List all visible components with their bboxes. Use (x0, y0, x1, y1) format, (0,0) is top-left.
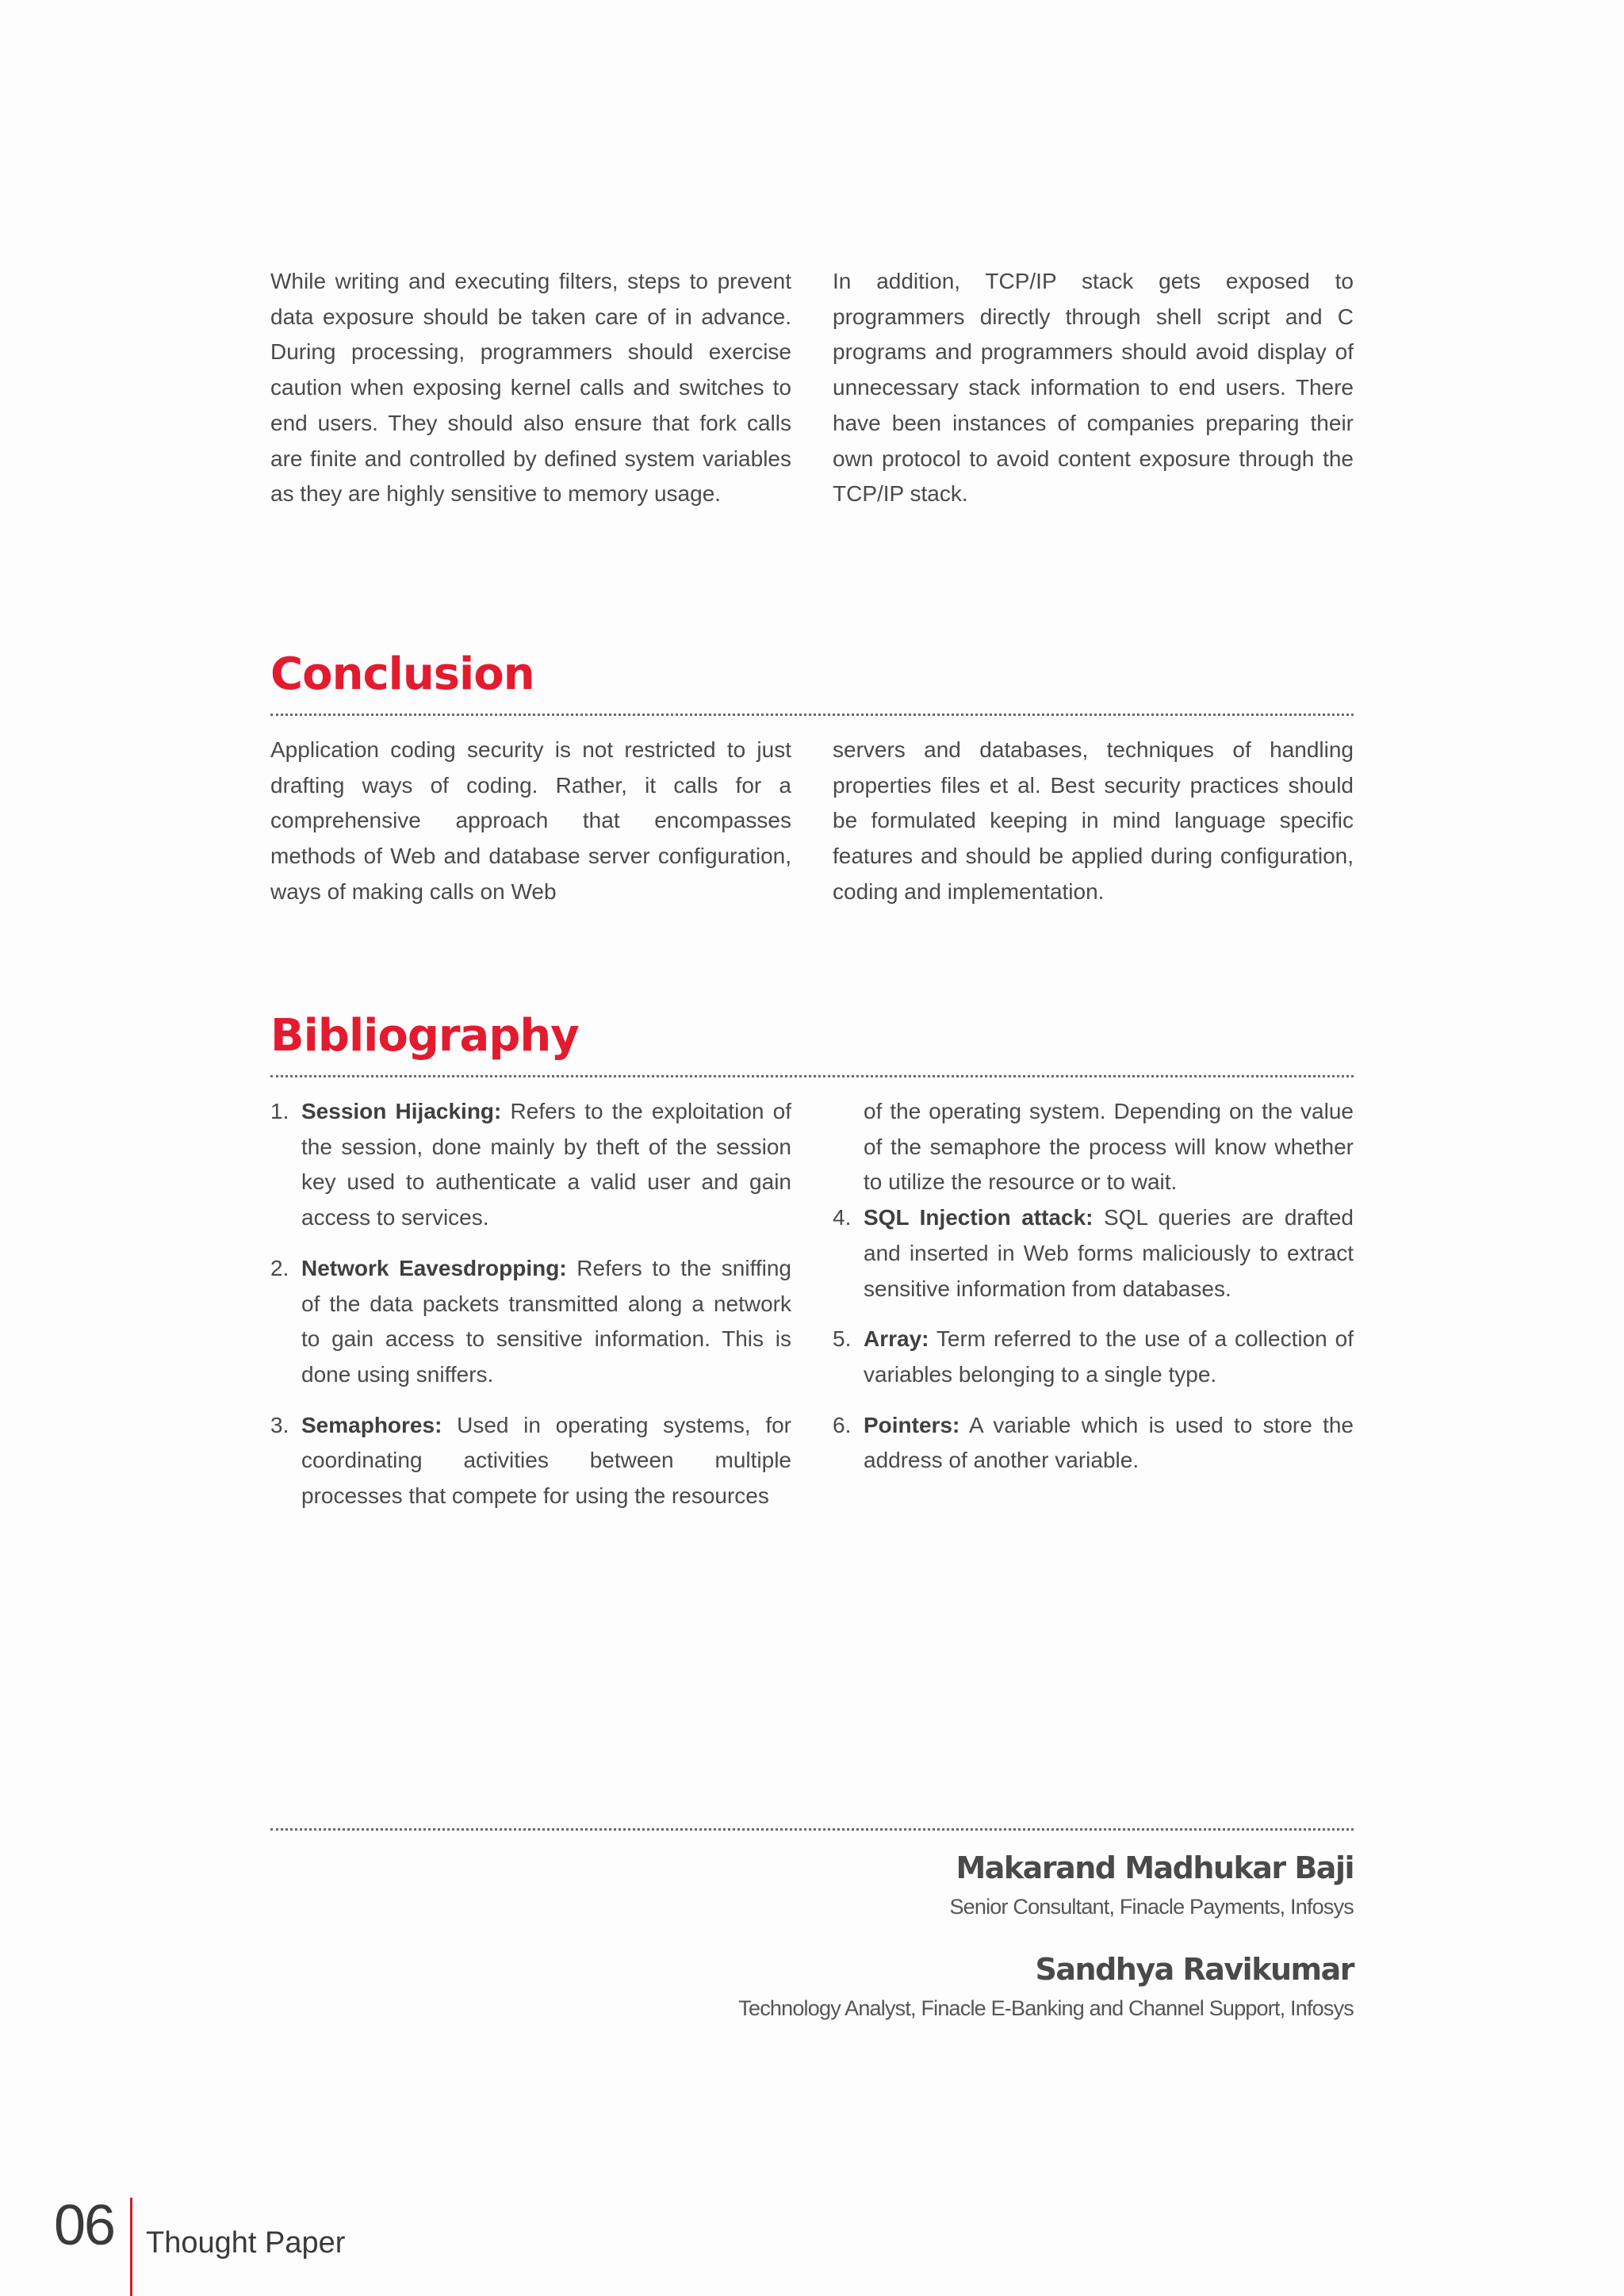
bibliography-item (833, 1408, 1354, 1479)
bibliography-item-text: Refers to the sniffing of the data packets transmitted along a network to gain access to sensitive information. This is done using sniffers. (301, 1255, 791, 1387)
bibliography-item-number: 2. (270, 1255, 289, 1280)
bibliography-item-term: Array: (864, 1326, 929, 1352)
bibliography-item-3-continued: of the operating system. Depending on the value of the semaphore the process will know whether to utilize the resource or to wait. (864, 1099, 1354, 1195)
bibliography-divider (270, 1075, 1354, 1077)
conclusion-right-paragraph: servers and databases, techniques of handling properties files et al. Best security practices should be formulated keeping in mind language specific features and should be applied during configuration, coding and implementation. (833, 737, 1354, 904)
bibliography-item-term: SQL Injection attack: (864, 1205, 1094, 1230)
bibliography-item-text: Used in operating systems, for coordinating activities between multiple processes that compete for using the resources (301, 1412, 791, 1509)
conclusion-right-column (833, 733, 1354, 910)
bibliography-list-right (833, 1200, 1354, 1479)
bibliography-list-left (270, 1094, 791, 1514)
author-role: Senior Consultant, Finacle Payments, Infosys (949, 1895, 1354, 1919)
author-name: Makarand Madhukar Baji (956, 1850, 1354, 1885)
author-name: Sandhya Ravikumar (1035, 1952, 1354, 1987)
bibliography-item-term: Network Eavesdropping: (301, 1255, 567, 1280)
bibliography-item-number: 4. (833, 1205, 852, 1230)
bibliography-item (270, 1094, 791, 1236)
authors-divider (270, 1828, 1354, 1831)
bibliography-item-term: Pointers: (864, 1412, 960, 1437)
bibliography-left-column (270, 1094, 791, 1529)
bibliography-item (270, 1408, 791, 1514)
bibliography-item-number: 5. (833, 1326, 852, 1352)
intro-right-column (833, 264, 1354, 512)
bibliography-item-text: A variable which is used to store the address of another variable. (864, 1412, 1354, 1473)
publication-name: Thought Paper (146, 2226, 346, 2260)
bibliography-item-number: 6. (833, 1412, 852, 1437)
bibliography-item-text: Refers to the exploitation of the session, done mainly by theft of the session key used to authenticate a valid user and gain access to services. (301, 1099, 792, 1230)
bibliography-item-text: SQL queries are drafted and inserted in Web forms maliciously to extract sensitive information from databases. (864, 1205, 1354, 1301)
bibliography-item (270, 1251, 791, 1393)
intro-left-column (270, 264, 791, 512)
intro-right-paragraph: In addition, TCP/IP stack gets exposed to programmers directly through shell script and C programs and programmers should avoid display of unnecessary stack information to end users. There have been instances of companies preparing their own protocol to avoid content exposure through the TCP/IP stack. (833, 269, 1354, 507)
bibliography-item-term: Session Hijacking: (301, 1099, 502, 1123)
intro-left-paragraph: While writing and executing filters, steps to prevent data exposure should be taken care of in advance. During processing, programmers should exercise caution when exposing kernel calls and switches to end users. They should also ensure that fork calls are finite and controlled by defined system variables as they are highly sensitive to memory usage. (270, 269, 791, 507)
bibliography-item-number: 1. (270, 1099, 289, 1123)
conclusion-divider (270, 714, 1354, 716)
bibliography-item (833, 1200, 1354, 1307)
author-role: Technology Analyst, Finacle E-Banking and Channel Support, Infosys (738, 1996, 1354, 2020)
conclusion-left-paragraph: Application coding security is not restricted to just drafting ways of coding. Rather, it calls for a comprehensive approach that encompasses methods of Web and database server configuration, ways of making calls on Web (270, 737, 791, 904)
conclusion-heading: Conclusion (270, 649, 534, 700)
page-number: 06 (54, 2194, 115, 2257)
bibliography-right-column (833, 1094, 1354, 1494)
footer-accent-bar (130, 2198, 132, 2296)
bibliography-item-text: Term referred to the use of a collection of variables belonging to a single type. (864, 1326, 1354, 1387)
bibliography-item (833, 1322, 1354, 1392)
bibliography-item-term: Semaphores: (301, 1412, 442, 1437)
bibliography-heading: Bibliography (270, 1010, 579, 1062)
bibliography-item-number: 3. (270, 1412, 289, 1437)
conclusion-left-column (270, 733, 791, 910)
